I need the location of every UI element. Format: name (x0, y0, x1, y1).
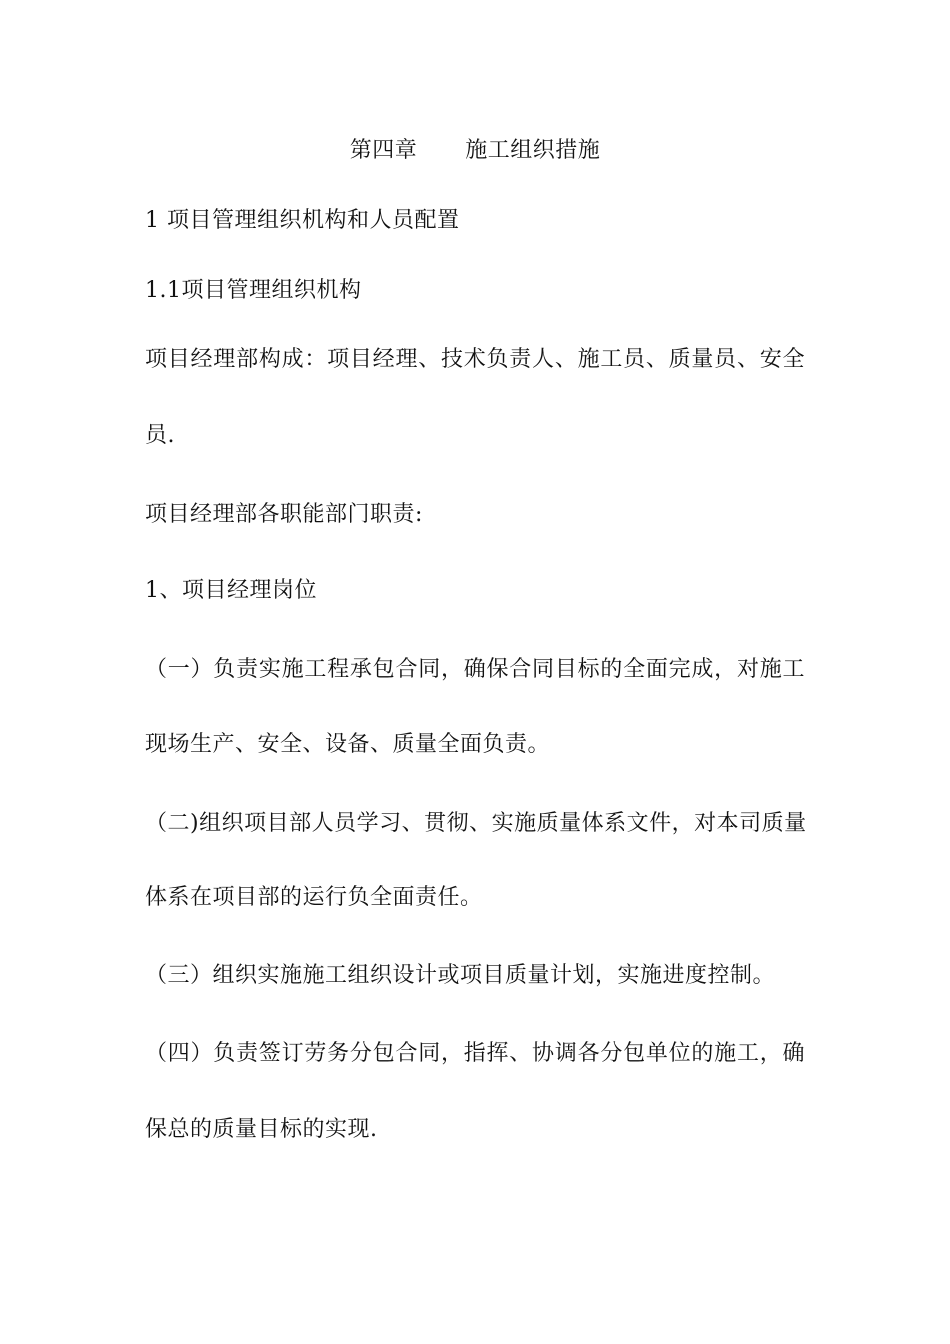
list-item-line: 体系在项目部的运行负全面责任。 (145, 885, 483, 910)
chapter-number: 第四章 (349, 138, 418, 163)
list-item-line: （一）负责实施工程承包合同，确保合同目标的全面完成，对施工 (145, 657, 805, 682)
paragraph-line: 项目经理部各职能部门职责: (145, 502, 423, 527)
subsection-heading: 1.1项目管理组织机构 (145, 278, 362, 303)
paragraph-line: 项目经理部构成：项目经理、技术负责人、施工员、质量员、安全 (145, 347, 805, 372)
list-item-line: 现场生产、安全、设备、质量全面负责。 (145, 732, 551, 757)
list-item-line: 保总的质量目标的实现. (145, 1117, 378, 1142)
list-heading: 1、项目经理岗位 (145, 578, 317, 603)
section-heading: 1 项目管理组织机构和人员配置 (145, 208, 460, 233)
chapter-heading (0, 136, 950, 166)
list-item-line: （四）负责签订劳务分包合同，指挥、协调各分包单位的施工，确 (145, 1041, 805, 1066)
paragraph-line: 员. (145, 423, 175, 448)
list-item-line: （二)组织项目部人员学习、贯彻、实施质量体系文件，对本司质量 (145, 811, 807, 836)
chapter-title: 施工组织措施 (465, 138, 601, 163)
list-item-line: （三）组织实施施工组织设计或项目质量计划，实施进度控制。 (145, 963, 776, 988)
